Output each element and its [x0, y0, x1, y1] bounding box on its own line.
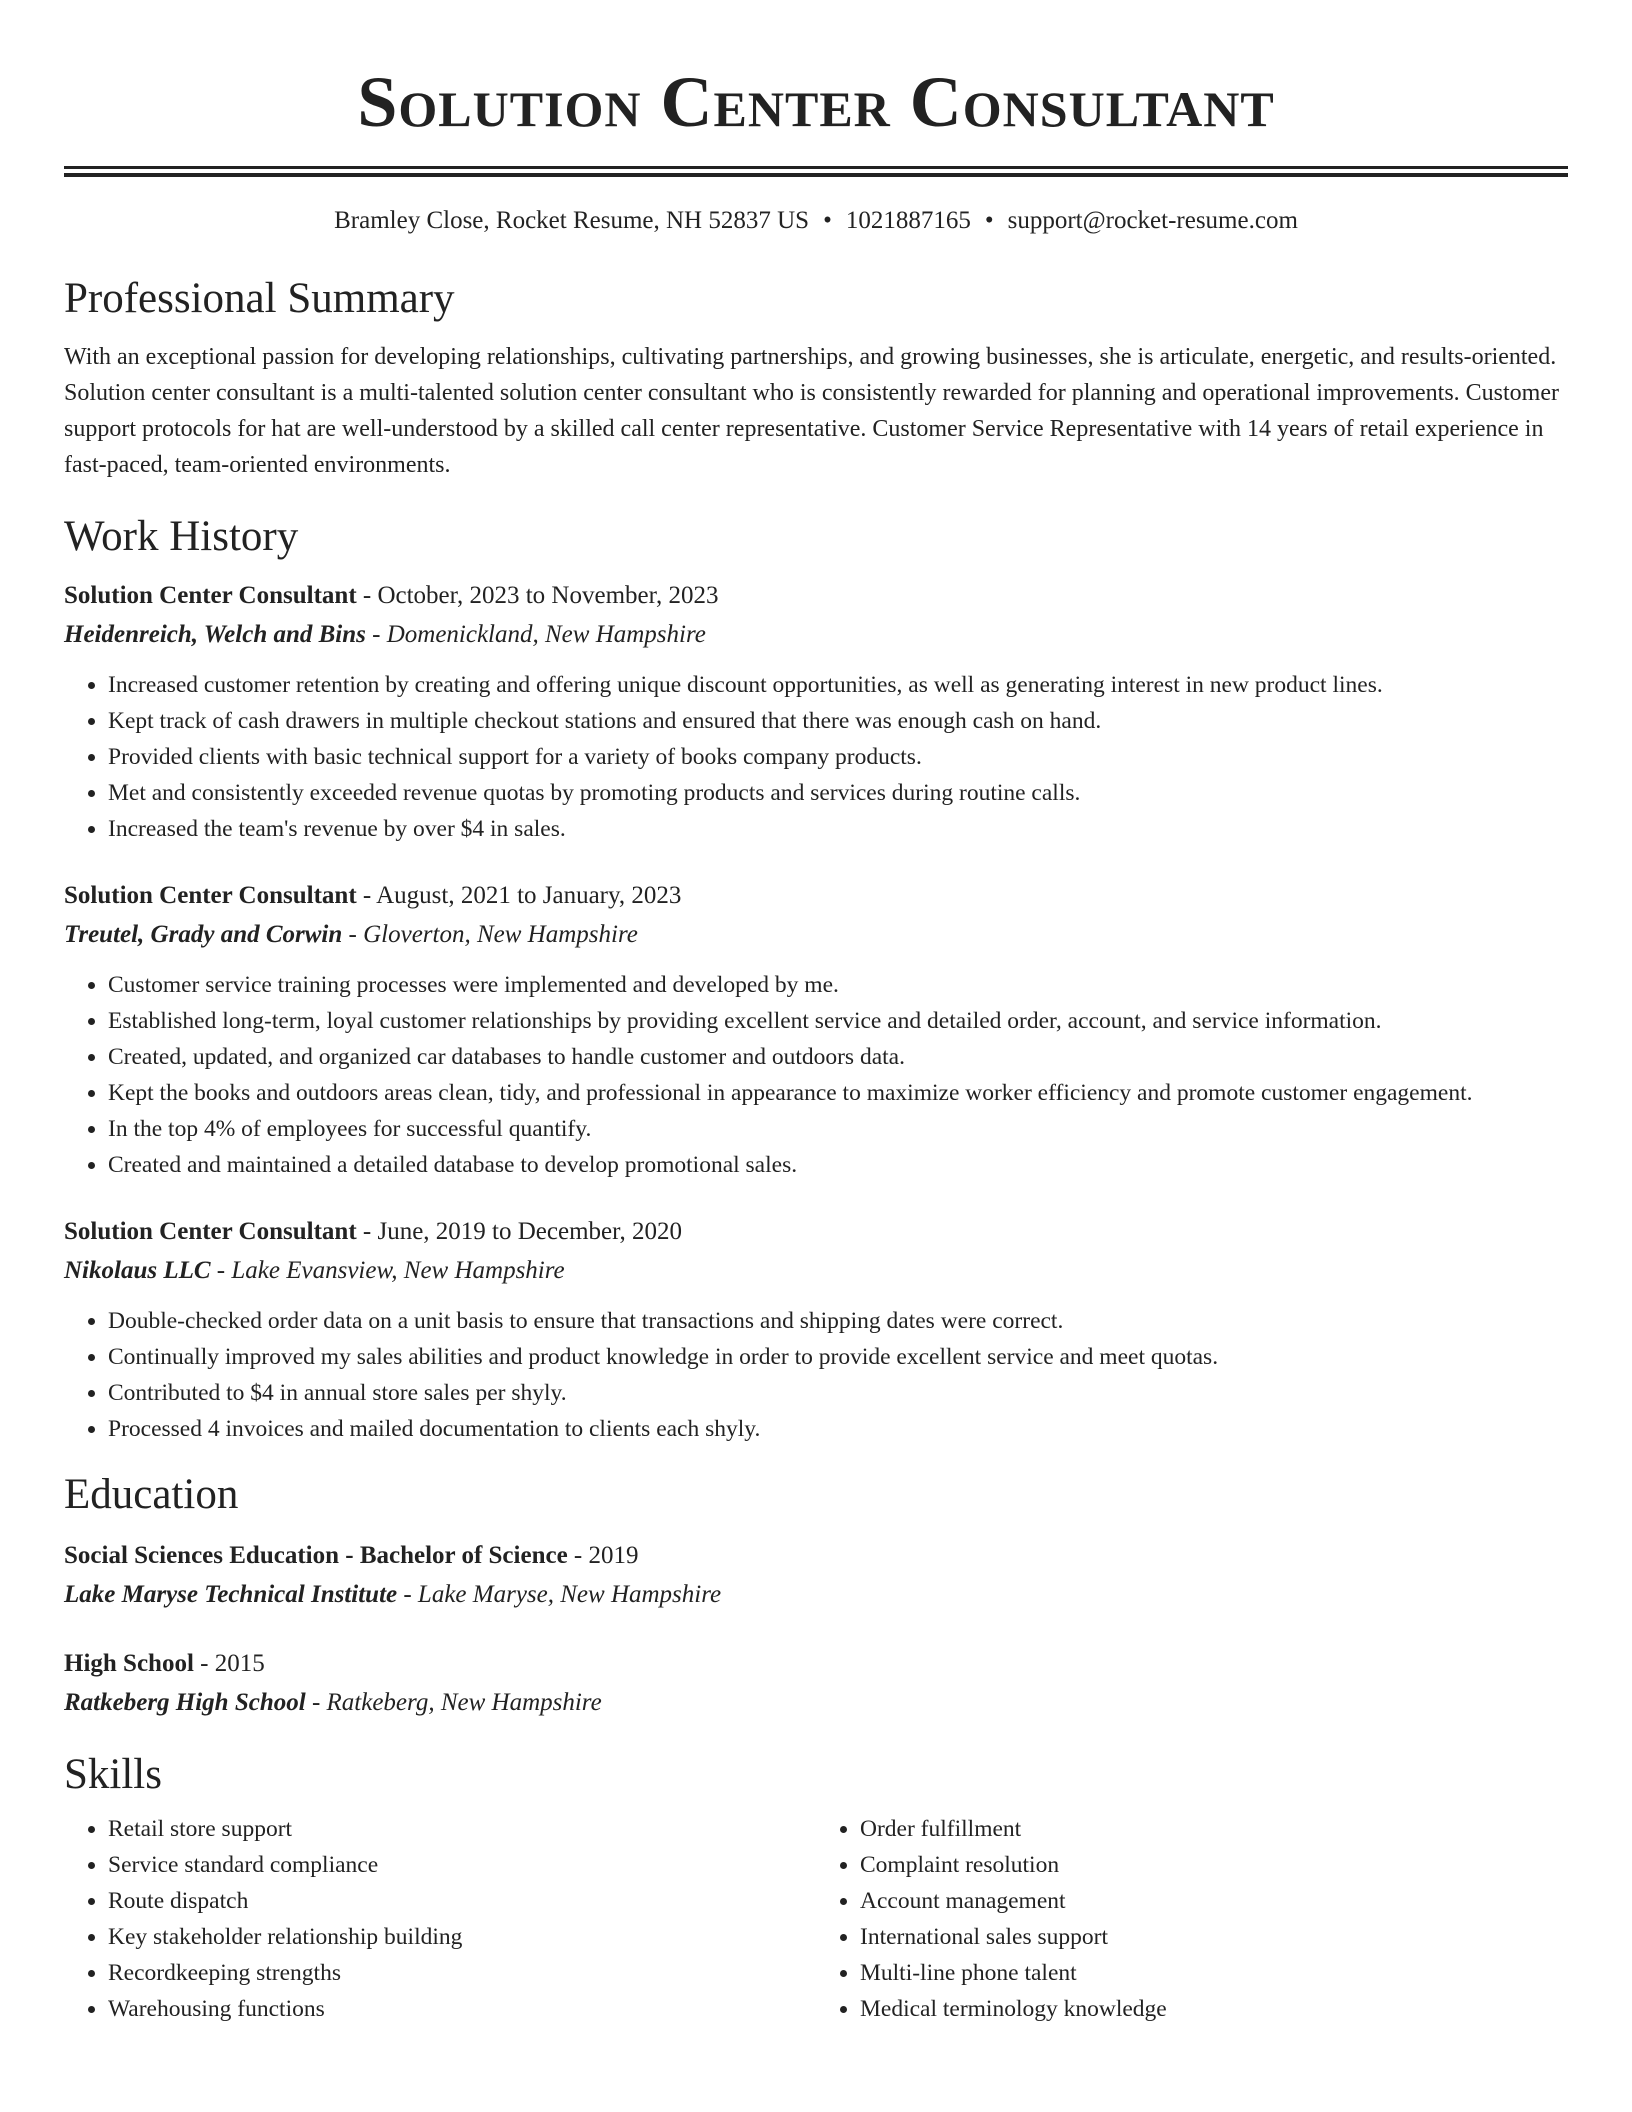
list-item: • Established long-term, loyal customer relationships by providing excellent service and detailed order, account, and service information. [108, 1003, 1568, 1039]
list-item: • International sales support [860, 1919, 1568, 1955]
job-company-line [64, 915, 1568, 955]
job-entry [64, 877, 1568, 1183]
job-role: Solution Center Consultant [64, 882, 357, 909]
list-item: • Recordkeeping strengths [108, 1955, 816, 1991]
list-item: • Key stakeholder relationship building [108, 1919, 816, 1955]
contact-separator: • [823, 207, 832, 234]
job-dates: - June, 2019 to December, 2020 [356, 1218, 682, 1245]
education-header [64, 1537, 1568, 1575]
list-item: • Processed 4 invoices and mailed documentation to clients each shyly. [108, 1411, 1568, 1447]
list-item: • Warehousing functions [108, 1991, 816, 2027]
resume-title: Solution Center Consultant [357, 62, 1275, 142]
job-header [64, 577, 1568, 615]
education-school-line [64, 1683, 1568, 1723]
job-location: - Lake Evansview, New Hampshire [210, 1257, 565, 1284]
list-item: • Kept track of cash drawers in multiple checkout stations and ensured that there was enough cash on hand. [108, 703, 1568, 739]
skills-columns [64, 1811, 1568, 2027]
skills-left-list [64, 1811, 816, 2027]
skills-right-list [816, 1811, 1568, 2027]
education-location: - Ratkeberg, New Hampshire [305, 1689, 602, 1716]
job-header [64, 1213, 1568, 1251]
list-item: • Complaint resolution [860, 1847, 1568, 1883]
education-year: - 2015 [193, 1650, 265, 1677]
list-item: • Provided clients with basic technical support for a variety of books company products. [108, 739, 1568, 775]
list-item: • Customer service training processes were implemented and developed by me. [108, 967, 1568, 1003]
job-dates: - August, 2021 to January, 2023 [356, 882, 682, 909]
job-bullets [64, 967, 1568, 1183]
title-double-rule [64, 166, 1568, 177]
job-header [64, 877, 1568, 915]
job-bullets [64, 667, 1568, 847]
list-item: • Double-checked order data on a unit basis to ensure that transactions and shipping dates were correct. [108, 1303, 1568, 1339]
job-dates: - October, 2023 to November, 2023 [356, 582, 719, 609]
work-history-heading: Work History [64, 513, 299, 560]
summary-heading: Professional Summary [64, 275, 455, 322]
list-item: • Account management [860, 1883, 1568, 1919]
list-item: • Medical terminology knowledge [860, 1991, 1568, 2027]
education-heading: Education [64, 1471, 239, 1518]
list-item: • Kept the books and outdoors areas clean, tidy, and professional in appearance to maximize worker efficiency and promote customer engagement. [108, 1075, 1568, 1111]
education-year: - 2019 [567, 1542, 639, 1569]
summary-text: With an exceptional passion for developing relationships, cultivating partnerships, and growing businesses, she is articulate, energetic, and results-oriented. Solution center consultant is a multi-talented solution center consultant who is consistently rewarded for planning and operational improvements. Customer support protocols for hat are well-understood by a skilled call center representative. Customer Service Representative with 14 years of retail experience in fast-paced, team-oriented environments. [64, 344, 1559, 478]
list-item: • Service standard compliance [108, 1847, 816, 1883]
skills-heading: Skills [64, 1751, 162, 1798]
list-item: • Created and maintained a detailed database to develop promotional sales. [108, 1147, 1568, 1183]
education-school: Lake Maryse Technical Institute [64, 1581, 398, 1608]
education-location: - Lake Maryse, New Hampshire [397, 1581, 722, 1608]
job-role: Solution Center Consultant [64, 1218, 357, 1245]
list-item: • Created, updated, and organized car databases to handle customer and outdoors data. [108, 1039, 1568, 1075]
job-entry [64, 1213, 1568, 1447]
job-company: Heidenreich, Welch and Bins [64, 621, 366, 648]
list-item: • Contributed to $4 in annual store sales per shyly. [108, 1375, 1568, 1411]
education-school: Ratkeberg High School [64, 1689, 306, 1716]
list-item: • Met and consistently exceeded revenue quotas by promoting products and services during routine calls. [108, 775, 1568, 811]
list-item: • In the top 4% of employees for successful quantify. [108, 1111, 1568, 1147]
education-entry [64, 1537, 1568, 1615]
education-degree: High School [64, 1650, 194, 1677]
job-role: Solution Center Consultant [64, 582, 357, 609]
list-item: • Multi-line phone talent [860, 1955, 1568, 1991]
contact-separator: • [984, 207, 994, 234]
education-degree: Social Sciences Education - Bachelor of Science [64, 1542, 568, 1569]
list-item: • Increased customer retention by creating and offering unique discount opportunities, as well as generating interest in new product lines. [108, 667, 1568, 703]
contact-email: support@rocket-resume.com [1007, 207, 1298, 234]
list-item: • Route dispatch [108, 1883, 816, 1919]
education-header [64, 1645, 1568, 1683]
education-entry [64, 1645, 1568, 1723]
contact-line [64, 205, 1568, 237]
contact-phone: 1021887165 [845, 207, 971, 234]
job-company-line [64, 615, 1568, 655]
job-company: Treutel, Grady and Corwin [64, 921, 343, 948]
job-bullets [64, 1303, 1568, 1447]
contact-address: Bramley Close, Rocket Resume, NH 52837 US [334, 207, 810, 234]
job-company: Nikolaus LLC [64, 1257, 211, 1284]
job-location: - Gloverton, New Hampshire [342, 921, 638, 948]
job-entry [64, 577, 1568, 847]
job-company-line [64, 1251, 1568, 1291]
list-item: • Retail store support [108, 1811, 816, 1847]
education-school-line [64, 1575, 1568, 1615]
job-location: - Domenickland, New Hampshire [365, 621, 706, 648]
list-item: • Continually improved my sales abilities and product knowledge in order to provide excellent service and meet quotas. [108, 1339, 1568, 1375]
list-item: • Increased the team's revenue by over $4 in sales. [108, 811, 1568, 847]
list-item: • Order fulfillment [860, 1811, 1568, 1847]
